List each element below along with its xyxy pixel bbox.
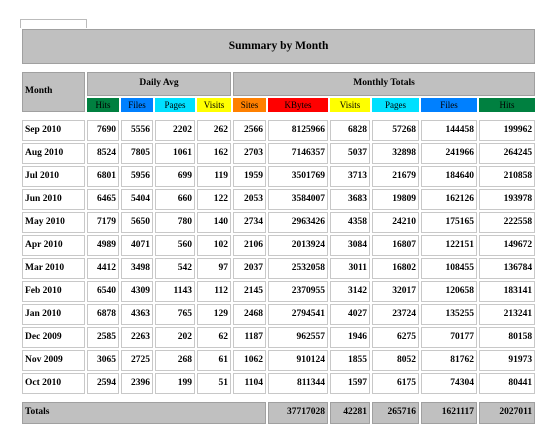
daily-hits-cell: 3065 [87,350,119,371]
daily-pages-cell: 1061 [155,143,195,164]
files-cell: 74304 [421,373,477,394]
daily-pages-cell: 199 [155,373,195,394]
visits-cell: 1946 [330,327,370,348]
month-cell: Jun 2010 [22,189,85,210]
kbytes-cell: 2794541 [268,304,328,325]
visits-cell: 3713 [330,166,370,187]
daily-visits-cell: 122 [197,189,231,210]
hits-cell: 91973 [479,350,535,371]
monthly-totals-header: Monthly Totals [233,72,535,96]
table-row [22,166,535,187]
month-cell: Sep 2010 [22,120,85,141]
sites-cell: 1104 [233,373,266,394]
hits-cell: 264245 [479,143,535,164]
daily-hits-cell: 7690 [87,120,119,141]
sites-cell: 1062 [233,350,266,371]
visits-cell: 4358 [330,212,370,233]
files-cell: 175165 [421,212,477,233]
daily-pages-cell: 560 [155,235,195,256]
files-cell: 184640 [421,166,477,187]
kbytes-cell: 7146357 [268,143,328,164]
table-row [22,189,535,210]
daily-hits-cell: 6878 [87,304,119,325]
daily-hits-cell: 2585 [87,327,119,348]
daily-visits-cell: 61 [197,350,231,371]
table-row [22,120,535,141]
month-cell: Jul 2010 [22,166,85,187]
monthly-pages-header: Pages [372,98,419,112]
hits-cell: 183141 [479,281,535,302]
visits-cell: 3142 [330,281,370,302]
daily-hits-cell: 2594 [87,373,119,394]
daily-visits-cell: 97 [197,258,231,279]
files-cell: 162126 [421,189,477,210]
month-cell: Apr 2010 [22,235,85,256]
month-cell: Mar 2010 [22,258,85,279]
visits-cell: 4027 [330,304,370,325]
hits-cell: 136784 [479,258,535,279]
hits-cell: 210858 [479,166,535,187]
files-cell: 241966 [421,143,477,164]
total-kbytes-cell: 37717028 [268,402,328,424]
pages-cell: 32898 [372,143,419,164]
pages-cell: 21679 [372,166,419,187]
daily-avg-header: Daily Avg [87,72,231,96]
table-row [22,235,535,256]
visits-cell: 3011 [330,258,370,279]
daily-files-cell: 5404 [121,189,153,210]
pages-cell: 19809 [372,189,419,210]
sites-cell: 2145 [233,281,266,302]
sites-cell: 2566 [233,120,266,141]
sites-cell: 2037 [233,258,266,279]
totals-row [22,402,535,424]
hits-cell: 199962 [479,120,535,141]
monthly-files-header: Files [421,98,477,112]
total-visits-cell: 42281 [330,402,370,424]
kbytes-cell: 3584007 [268,189,328,210]
sites-cell: 2053 [233,189,266,210]
total-hits-cell: 2027011 [479,402,535,424]
kbytes-cell: 2532058 [268,258,328,279]
monthly-summary-table [20,27,537,426]
daily-files-cell: 4071 [121,235,153,256]
files-cell: 122151 [421,235,477,256]
daily-pages-cell: 1143 [155,281,195,302]
month-header: Month [22,72,85,112]
daily-hits-cell: 4989 [87,235,119,256]
daily-pages-cell: 542 [155,258,195,279]
visits-cell: 6828 [330,120,370,141]
daily-pages-cell: 765 [155,304,195,325]
daily-visits-cell: 62 [197,327,231,348]
month-cell: Aug 2010 [22,143,85,164]
daily-visits-cell: 102 [197,235,231,256]
visits-cell: 1855 [330,350,370,371]
files-cell: 144458 [421,120,477,141]
monthly-kbytes-header: KBytes [268,98,328,112]
table-row [22,281,535,302]
pages-cell: 6275 [372,327,419,348]
table-row [22,212,535,233]
kbytes-cell: 2013924 [268,235,328,256]
monthly-visits-header: Visits [330,98,370,112]
month-cell: Jan 2010 [22,304,85,325]
daily-pages-header: Pages [155,98,195,112]
daily-files-cell: 3498 [121,258,153,279]
sites-cell: 1187 [233,327,266,348]
files-cell: 120658 [421,281,477,302]
visits-cell: 5037 [330,143,370,164]
daily-files-cell: 7805 [121,143,153,164]
daily-visits-cell: 262 [197,120,231,141]
hits-cell: 193978 [479,189,535,210]
kbytes-cell: 2370955 [268,281,328,302]
daily-files-cell: 2263 [121,327,153,348]
hits-cell: 80158 [479,327,535,348]
month-cell: Feb 2010 [22,281,85,302]
hits-cell: 222558 [479,212,535,233]
daily-hits-header: Hits [87,98,119,112]
hits-cell: 149672 [479,235,535,256]
daily-files-cell: 4363 [121,304,153,325]
pages-cell: 23724 [372,304,419,325]
month-cell: Oct 2010 [22,373,85,394]
pages-cell: 8052 [372,350,419,371]
daily-visits-cell: 51 [197,373,231,394]
daily-pages-cell: 699 [155,166,195,187]
monthly-sites-header: Sites [233,98,266,112]
month-cell: May 2010 [22,212,85,233]
kbytes-cell: 2963426 [268,212,328,233]
daily-hits-cell: 6801 [87,166,119,187]
table-row [22,258,535,279]
daily-visits-cell: 162 [197,143,231,164]
sites-cell: 2468 [233,304,266,325]
daily-hits-cell: 8524 [87,143,119,164]
daily-hits-cell: 6540 [87,281,119,302]
kbytes-cell: 910124 [268,350,328,371]
files-cell: 108455 [421,258,477,279]
table-row [22,327,535,348]
total-pages-cell: 265716 [372,402,419,424]
daily-files-cell: 5556 [121,120,153,141]
totals-label: Totals [22,402,266,424]
sites-cell: 2734 [233,212,266,233]
daily-files-cell: 2396 [121,373,153,394]
daily-pages-cell: 780 [155,212,195,233]
hits-cell: 80441 [479,373,535,394]
pages-cell: 16807 [372,235,419,256]
daily-files-cell: 4309 [121,281,153,302]
daily-visits-cell: 129 [197,304,231,325]
visits-cell: 1597 [330,373,370,394]
table-row [22,304,535,325]
daily-visits-header: Visits [197,98,231,112]
sites-cell: 2703 [233,143,266,164]
kbytes-cell: 8125966 [268,120,328,141]
table-row [22,373,535,394]
daily-files-cell: 5650 [121,212,153,233]
pages-cell: 24210 [372,212,419,233]
daily-visits-cell: 140 [197,212,231,233]
pages-cell: 32017 [372,281,419,302]
kbytes-cell: 811344 [268,373,328,394]
daily-files-cell: 2725 [121,350,153,371]
table-title: Summary by Month [22,29,535,64]
daily-pages-cell: 2202 [155,120,195,141]
daily-hits-cell: 7179 [87,212,119,233]
daily-visits-cell: 119 [197,166,231,187]
daily-files-header: Files [121,98,153,112]
table-row [22,350,535,371]
daily-hits-cell: 4412 [87,258,119,279]
daily-files-cell: 5956 [121,166,153,187]
files-cell: 135255 [421,304,477,325]
pages-cell: 6175 [372,373,419,394]
visits-cell: 3084 [330,235,370,256]
hits-cell: 213241 [479,304,535,325]
sites-cell: 2106 [233,235,266,256]
total-files-cell: 1621117 [421,402,477,424]
pages-cell: 16802 [372,258,419,279]
table-row [22,143,535,164]
month-cell: Nov 2009 [22,350,85,371]
visits-cell: 3683 [330,189,370,210]
daily-pages-cell: 268 [155,350,195,371]
sites-cell: 1959 [233,166,266,187]
files-cell: 81762 [421,350,477,371]
month-cell: Dec 2009 [22,327,85,348]
daily-hits-cell: 6465 [87,189,119,210]
kbytes-cell: 3501769 [268,166,328,187]
daily-pages-cell: 202 [155,327,195,348]
files-cell: 70177 [421,327,477,348]
daily-visits-cell: 112 [197,281,231,302]
monthly-hits-header: Hits [479,98,535,112]
kbytes-cell: 962557 [268,327,328,348]
pages-cell: 57268 [372,120,419,141]
daily-pages-cell: 660 [155,189,195,210]
